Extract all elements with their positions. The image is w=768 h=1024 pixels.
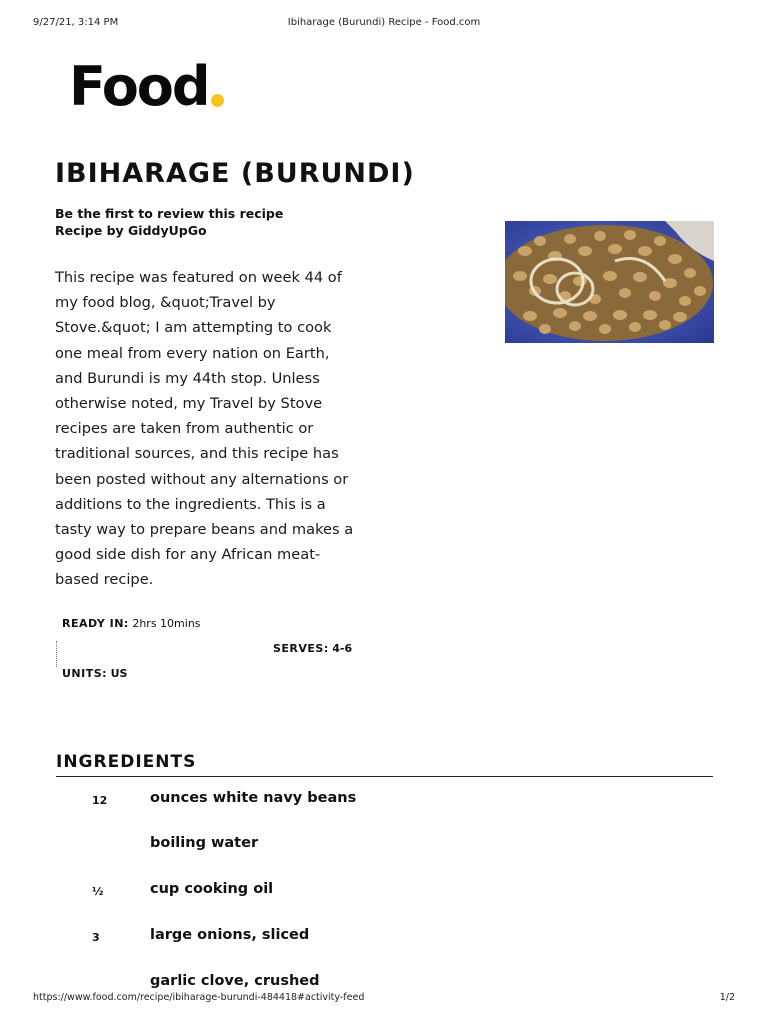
- print-footer: [0, 992, 768, 1006]
- ingredient-quantity: ½: [92, 885, 104, 898]
- units-value[interactable]: US: [110, 667, 128, 680]
- print-datetime: 9/27/21, 3:14 PM: [33, 17, 119, 28]
- ingredient-name: ounces white navy beans: [150, 790, 357, 806]
- ingredient-row: [0, 835, 768, 857]
- ready-in-value: 2hrs 10mins: [132, 617, 201, 630]
- serves-label: SERVES:: [273, 642, 329, 655]
- ingredients-heading: INGREDIENTS: [56, 752, 197, 772]
- logo-wordmark: Food: [69, 55, 209, 118]
- logo-dot: [211, 94, 224, 107]
- ready-in-label: READY IN:: [62, 617, 129, 630]
- ingredient-row: [0, 881, 768, 903]
- recipe-description: This recipe was featured on week 44 of my food blog, &quot;Travel by Stove.&quot; I am attempting to cook one meal from every nation on Earth, and Burundi is my 44th stop. Unless otherwise noted, my Travel by Stove recipes are taken from authentic or traditional sources, and this recipe has been posted without any alternations or additions to the ingredients. This is a tasty way to prepare beans and makes a good side dish for any African meat-based recipe.: [55, 269, 354, 589]
- food-logo[interactable]: [69, 54, 224, 118]
- review-prompt-link[interactable]: Be the first to review this recipe: [55, 206, 284, 221]
- print-header: [0, 17, 768, 31]
- ingredient-name: garlic clove, crushed: [150, 973, 320, 989]
- units-label: UNITS:: [62, 667, 108, 680]
- ingredient-quantity: 12: [92, 794, 108, 807]
- serves: [273, 642, 352, 655]
- ingredients-divider: [56, 776, 713, 777]
- ingredient-name: cup cooking oil: [150, 881, 274, 897]
- ingredient-name: boiling water: [150, 835, 259, 851]
- print-page-title: Ibiharage (Burundi) Recipe - Food.com: [287, 17, 481, 28]
- serves-value: 4-6: [332, 642, 353, 655]
- recipe-title: IBIHARAGE (BURUNDI): [55, 158, 415, 189]
- print-page-number: 1/2: [719, 992, 735, 1003]
- beans-photo-illustration: [505, 221, 714, 343]
- print-url: https://www.food.com/recipe/ibiharage-burundi-484418#activity-feed: [33, 992, 365, 1003]
- ingredient-row: [0, 790, 768, 812]
- ingredient-quantity: 3: [92, 931, 100, 944]
- units: [62, 667, 127, 680]
- facts-divider: [56, 641, 57, 667]
- ingredient-row: [0, 927, 768, 949]
- recipe-photo: [505, 221, 714, 343]
- ready-in: [62, 617, 201, 630]
- ingredient-name: large onions, sliced: [150, 927, 310, 943]
- recipe-author[interactable]: Recipe by GiddyUpGo: [55, 223, 207, 238]
